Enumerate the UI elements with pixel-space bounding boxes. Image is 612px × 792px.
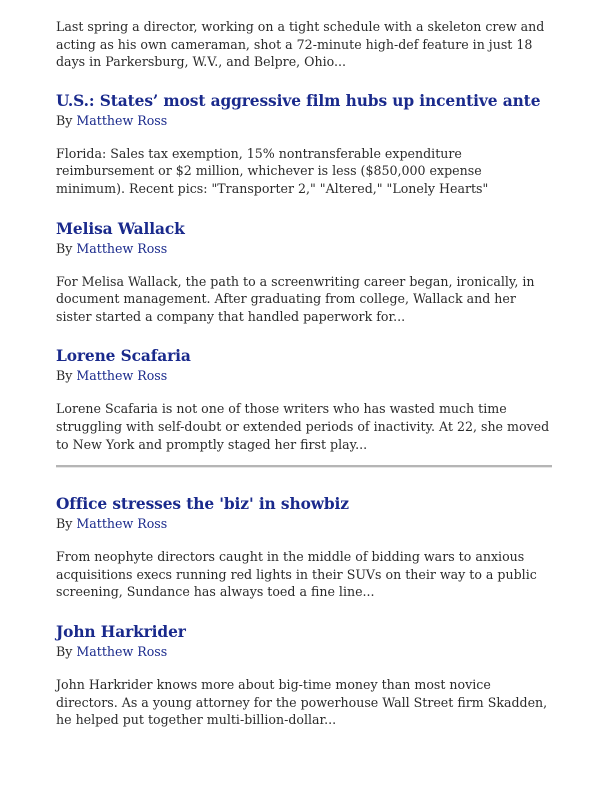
article-byline <box>56 515 552 532</box>
article-item <box>56 91 552 198</box>
byline-prefix: By <box>56 240 77 256</box>
author-link[interactable]: Matthew Ross <box>76 643 168 659</box>
article-headline[interactable]: Melisa Wallack <box>56 219 185 238</box>
author-link[interactable]: Matthew Ross <box>76 112 168 128</box>
author-link[interactable]: Matthew Ross <box>76 516 168 532</box>
article-item <box>56 346 552 453</box>
article-summary: From neophyte directors caught in the middle of bidding wars to anxious acquisitions execs running red lights in their SUVs on their way to a public screening, Sundance has always toed a fine line... <box>56 549 537 600</box>
intro-summary: Last spring a director, working on a tight schedule with a skeleton crew and acting as his own cameraman, shot a 72-minute high-def feature in just 18 days in Parkersburg, W.V., and Belpre, Ohio... <box>56 19 545 70</box>
article-item <box>56 219 552 326</box>
author-link[interactable]: Matthew Ross <box>76 368 168 384</box>
section-divider <box>56 465 552 468</box>
article-byline <box>56 643 552 660</box>
byline-prefix: By <box>56 368 77 384</box>
article-headline[interactable]: Lorene Scafaria <box>56 347 191 366</box>
article-byline <box>56 240 552 257</box>
article-summary: Lorene Scafaria is not one of those writers who has wasted much time struggling with self-doubt or extended periods of inactivity. At 22, she moved to New York and promptly staged her first play... <box>56 401 550 452</box>
article-item <box>56 494 552 601</box>
article-item <box>56 622 552 729</box>
article-headline[interactable]: U.S.: States’ most aggressive film hubs up incentive ante <box>56 91 541 110</box>
article-list <box>56 18 552 729</box>
article-byline <box>56 112 552 129</box>
byline-prefix: By <box>56 516 77 532</box>
article-headline[interactable]: John Harkrider <box>56 622 186 641</box>
byline-prefix: By <box>56 112 77 128</box>
author-link[interactable]: Matthew Ross <box>76 240 168 256</box>
article-summary: John Harkrider knows more about big-time money than most novice directors. As a young attorney for the powerhouse Wall Street firm Skadden, he helped put together multi-billion-dollar... <box>56 676 548 728</box>
article-summary: For Melisa Wallack, the path to a screenwriting career began, ironically, in document management. After graduating from college, Wallack and her sister started a company that handled paperwork for... <box>56 273 535 324</box>
byline-prefix: By <box>56 643 77 659</box>
article-headline[interactable]: Office stresses the 'biz' in showbiz <box>56 495 349 514</box>
article-summary: Florida: Sales tax exemption, 15% nontransferable expenditure reimbursement or $2 million, whichever is less ($850,000 expense minimum). Recent pics: "Transporter 2," "Altered," "Lonely Hearts" <box>56 145 489 196</box>
article-byline <box>56 367 552 384</box>
